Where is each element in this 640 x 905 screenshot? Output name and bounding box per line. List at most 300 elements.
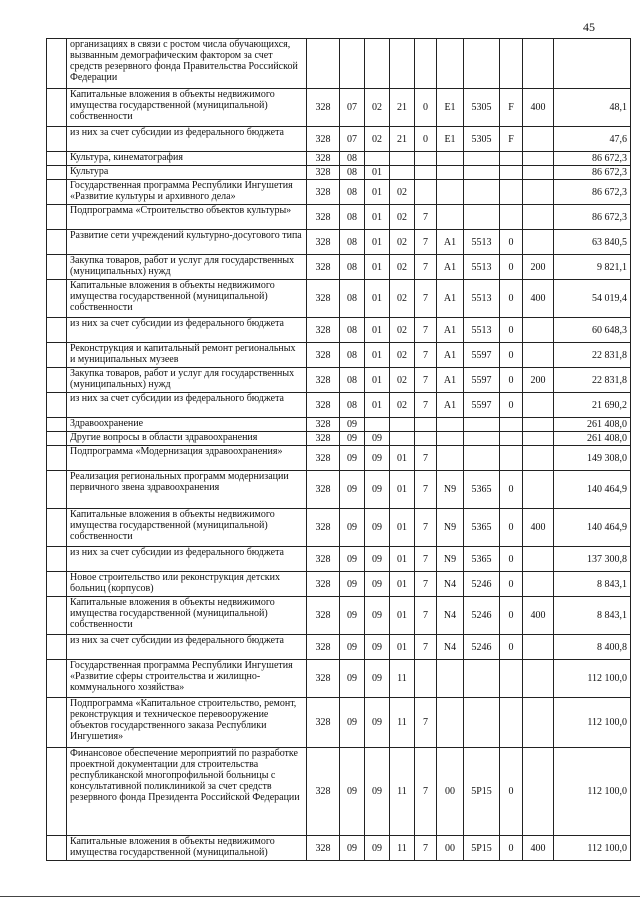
amount-cell: 8 400,8 [554,635,631,660]
program-code-cell: 21 [390,127,415,152]
measure-code-cell: N9 [437,547,464,572]
section-code-cell: 09 [340,547,365,572]
measure-code-cell [437,152,464,166]
row-number-cell [47,509,67,547]
row-number-cell [47,368,67,393]
subprogram-code-cell: 7 [415,343,437,368]
expense-type-cell: 200 [523,255,554,280]
direction-suffix-cell: 0 [500,393,523,418]
direction-code-cell [464,418,500,432]
expense-type-cell: 400 [523,89,554,127]
measure-code-cell: A1 [437,343,464,368]
department-code-cell: 328 [307,152,340,166]
department-code-cell: 328 [307,343,340,368]
department-code-cell: 328 [307,509,340,547]
direction-code-cell: 5513 [464,230,500,255]
measure-code-cell: N4 [437,597,464,635]
subsection-code-cell: 09 [365,698,390,748]
direction-code-cell: 5P15 [464,748,500,836]
measure-code-cell: E1 [437,89,464,127]
row-number-cell [47,166,67,180]
section-code-cell: 09 [340,748,365,836]
subprogram-code-cell [415,39,437,89]
amount-cell: 9 821,1 [554,255,631,280]
row-number-cell [47,418,67,432]
department-code-cell: 328 [307,635,340,660]
expense-type-cell [523,166,554,180]
table-row [47,280,631,318]
row-number-cell [47,343,67,368]
department-code-cell: 328 [307,698,340,748]
subprogram-code-cell: 0 [415,127,437,152]
direction-suffix-cell [500,446,523,471]
item-name-cell: Другие вопросы в области здравоохранения [67,432,307,446]
section-code-cell: 08 [340,205,365,230]
subsection-code-cell: 01 [365,368,390,393]
table-row [47,635,631,660]
program-code-cell: 11 [390,836,415,861]
item-name-cell: Капитальные вложения в объекты недвижимого имущества государственной (муниципальной) собственности [67,509,307,547]
expense-type-cell [523,343,554,368]
direction-code-cell: 5597 [464,343,500,368]
table-row [47,89,631,127]
department-code-cell: 328 [307,660,340,698]
program-code-cell [390,39,415,89]
program-code-cell: 02 [390,343,415,368]
direction-suffix-cell: 0 [500,509,523,547]
item-name-cell: Культура, кинематография [67,152,307,166]
section-code-cell: 07 [340,89,365,127]
item-name-cell: из них за счет субсидии из федерального бюджета [67,547,307,572]
row-number-cell [47,39,67,89]
subsection-code-cell: 09 [365,432,390,446]
expense-type-cell [523,748,554,836]
expense-type-cell [523,698,554,748]
amount-cell: 261 408,0 [554,418,631,432]
expense-type-cell [523,547,554,572]
amount-cell: 112 100,0 [554,748,631,836]
expense-type-cell: 400 [523,280,554,318]
subsection-code-cell: 09 [365,748,390,836]
section-code-cell: 08 [340,255,365,280]
expense-type-cell [523,660,554,698]
amount-cell [554,39,631,89]
direction-suffix-cell: 0 [500,368,523,393]
department-code-cell: 328 [307,471,340,509]
subsection-code-cell [365,152,390,166]
program-code-cell: 01 [390,635,415,660]
measure-code-cell [437,698,464,748]
amount-cell: 48,1 [554,89,631,127]
amount-cell: 112 100,0 [554,836,631,861]
department-code-cell: 328 [307,368,340,393]
row-number-cell [47,836,67,861]
direction-code-cell: 5305 [464,127,500,152]
expense-type-cell [523,205,554,230]
item-name-cell: из них за счет субсидии из федерального бюджета [67,127,307,152]
department-code-cell: 328 [307,572,340,597]
table-row [47,180,631,205]
direction-suffix-cell: 0 [500,280,523,318]
row-number-cell [47,230,67,255]
row-number-cell [47,446,67,471]
expense-type-cell [523,418,554,432]
direction-suffix-cell: 0 [500,597,523,635]
measure-code-cell [437,446,464,471]
direction-code-cell [464,446,500,471]
subsection-code-cell: 09 [365,836,390,861]
row-number-cell [47,572,67,597]
program-code-cell: 11 [390,660,415,698]
subprogram-code-cell: 0 [415,89,437,127]
subsection-code-cell: 01 [365,393,390,418]
row-number-cell [47,89,67,127]
subprogram-code-cell: 7 [415,471,437,509]
row-number-cell [47,748,67,836]
subprogram-code-cell: 7 [415,597,437,635]
measure-code-cell [437,660,464,698]
expense-type-cell [523,572,554,597]
expense-type-cell [523,318,554,343]
subprogram-code-cell [415,166,437,180]
program-code-cell: 21 [390,89,415,127]
budget-table [46,38,631,861]
measure-code-cell [437,39,464,89]
row-number-cell [47,127,67,152]
direction-code-cell: 5365 [464,509,500,547]
row-number-cell [47,660,67,698]
direction-code-cell: 5P15 [464,836,500,861]
table-row [47,547,631,572]
measure-code-cell: 00 [437,836,464,861]
department-code-cell: 328 [307,180,340,205]
program-code-cell: 11 [390,748,415,836]
amount-cell: 86 672,3 [554,205,631,230]
subsection-code-cell: 01 [365,255,390,280]
item-name-cell: Подпрограмма «Капитальное строительство, ремонт, реконструкция и техническое перевооружение объектов государственного заказа Республики Ингушетия» [67,698,307,748]
direction-code-cell [464,39,500,89]
table-row [47,509,631,547]
expense-type-cell [523,39,554,89]
table-row [47,343,631,368]
amount-cell: 86 672,3 [554,166,631,180]
subsection-code-cell: 09 [365,471,390,509]
direction-suffix-cell: 0 [500,748,523,836]
subsection-code-cell: 09 [365,509,390,547]
row-number-cell [47,597,67,635]
measure-code-cell [437,432,464,446]
subprogram-code-cell: 7 [415,836,437,861]
expense-type-cell: 400 [523,836,554,861]
direction-suffix-cell: 0 [500,572,523,597]
amount-cell: 137 300,8 [554,547,631,572]
amount-cell: 149 308,0 [554,446,631,471]
program-code-cell: 02 [390,205,415,230]
direction-suffix-cell: 0 [500,836,523,861]
measure-code-cell: A1 [437,318,464,343]
section-code-cell: 09 [340,446,365,471]
expense-type-cell: 400 [523,597,554,635]
subprogram-code-cell: 7 [415,547,437,572]
subprogram-code-cell: 7 [415,368,437,393]
table-row [47,205,631,230]
direction-suffix-cell: F [500,89,523,127]
section-code-cell: 08 [340,180,365,205]
page-bottom-rule [0,896,640,897]
direction-code-cell [464,180,500,205]
direction-suffix-cell [500,432,523,446]
row-number-cell [47,393,67,418]
direction-code-cell: 5365 [464,471,500,509]
measure-code-cell [437,418,464,432]
row-number-cell [47,471,67,509]
direction-code-cell [464,166,500,180]
table-row [47,572,631,597]
subprogram-code-cell: 7 [415,446,437,471]
measure-code-cell: A1 [437,393,464,418]
section-code-cell: 09 [340,597,365,635]
section-code-cell: 07 [340,127,365,152]
program-code-cell: 02 [390,368,415,393]
expense-type-cell [523,446,554,471]
subprogram-code-cell [415,432,437,446]
department-code-cell: 328 [307,166,340,180]
section-code-cell: 08 [340,152,365,166]
expense-type-cell [523,393,554,418]
department-code-cell [307,39,340,89]
subprogram-code-cell: 7 [415,509,437,547]
expense-type-cell [523,635,554,660]
expense-type-cell [523,230,554,255]
measure-code-cell: N9 [437,471,464,509]
subsection-code-cell: 01 [365,180,390,205]
measure-code-cell [437,205,464,230]
program-code-cell: 02 [390,230,415,255]
section-code-cell: 09 [340,635,365,660]
department-code-cell: 328 [307,230,340,255]
subprogram-code-cell: 7 [415,635,437,660]
section-code-cell: 08 [340,280,365,318]
amount-cell: 22 831,8 [554,368,631,393]
row-number-cell [47,255,67,280]
direction-code-cell [464,432,500,446]
measure-code-cell [437,180,464,205]
subprogram-code-cell [415,660,437,698]
table-row [47,152,631,166]
table-row [47,597,631,635]
direction-suffix-cell: 0 [500,547,523,572]
direction-suffix-cell [500,180,523,205]
department-code-cell: 328 [307,89,340,127]
section-code-cell [340,39,365,89]
section-code-cell: 09 [340,509,365,547]
row-number-cell [47,318,67,343]
row-number-cell [47,280,67,318]
subprogram-code-cell: 7 [415,280,437,318]
section-code-cell: 09 [340,698,365,748]
expense-type-cell [523,127,554,152]
direction-suffix-cell: 0 [500,635,523,660]
table-row [47,446,631,471]
subsection-code-cell: 01 [365,343,390,368]
subprogram-code-cell: 7 [415,748,437,836]
table-row [47,432,631,446]
department-code-cell: 328 [307,597,340,635]
subsection-code-cell: 02 [365,89,390,127]
item-name-cell: Закупка товаров, работ и услуг для государственных (муниципальных) нужд [67,368,307,393]
table-row [47,166,631,180]
section-code-cell: 09 [340,418,365,432]
department-code-cell: 328 [307,547,340,572]
direction-code-cell: 5513 [464,255,500,280]
subsection-code-cell: 09 [365,660,390,698]
program-code-cell: 01 [390,446,415,471]
direction-suffix-cell [500,660,523,698]
item-name-cell: из них за счет субсидии из федерального бюджета [67,635,307,660]
amount-cell: 21 690,2 [554,393,631,418]
department-code-cell: 328 [307,836,340,861]
subsection-code-cell: 02 [365,127,390,152]
direction-suffix-cell: 0 [500,471,523,509]
row-number-cell [47,635,67,660]
section-code-cell: 09 [340,471,365,509]
section-code-cell: 08 [340,166,365,180]
subprogram-code-cell [415,418,437,432]
direction-suffix-cell: 0 [500,255,523,280]
item-name-cell: Подпрограмма «Модернизация здравоохранения» [67,446,307,471]
row-number-cell [47,152,67,166]
row-number-cell [47,205,67,230]
expense-type-cell [523,432,554,446]
measure-code-cell: A1 [437,280,464,318]
section-code-cell: 08 [340,230,365,255]
expense-type-cell [523,180,554,205]
subsection-code-cell: 01 [365,318,390,343]
measure-code-cell: 00 [437,748,464,836]
table-row [47,418,631,432]
department-code-cell: 328 [307,446,340,471]
expense-type-cell: 200 [523,368,554,393]
direction-suffix-cell [500,166,523,180]
direction-suffix-cell [500,205,523,230]
subsection-code-cell: 09 [365,572,390,597]
section-code-cell: 09 [340,836,365,861]
row-number-cell [47,547,67,572]
direction-suffix-cell: 0 [500,343,523,368]
table-row [47,318,631,343]
department-code-cell: 328 [307,205,340,230]
program-code-cell: 11 [390,698,415,748]
page-number: 45 [583,20,595,34]
item-name-cell: Капитальные вложения в объекты недвижимого имущества государственной (муниципальной) собственности [67,280,307,318]
item-name-cell: Закупка товаров, работ и услуг для государственных (муниципальных) нужд [67,255,307,280]
department-code-cell: 328 [307,280,340,318]
direction-suffix-cell: 0 [500,318,523,343]
row-number-cell [47,432,67,446]
subsection-code-cell: 09 [365,446,390,471]
amount-cell: 86 672,3 [554,180,631,205]
department-code-cell: 328 [307,127,340,152]
direction-code-cell [464,698,500,748]
section-code-cell: 08 [340,343,365,368]
subsection-code-cell: 01 [365,166,390,180]
subsection-code-cell: 01 [365,280,390,318]
department-code-cell: 328 [307,255,340,280]
direction-suffix-cell [500,698,523,748]
program-code-cell: 01 [390,547,415,572]
amount-cell: 261 408,0 [554,432,631,446]
section-code-cell: 09 [340,432,365,446]
table-row [47,471,631,509]
direction-code-cell: 5246 [464,597,500,635]
department-code-cell: 328 [307,418,340,432]
amount-cell: 140 464,9 [554,509,631,547]
row-number-cell [47,698,67,748]
amount-cell: 112 100,0 [554,660,631,698]
amount-cell: 140 464,9 [554,471,631,509]
amount-cell: 60 648,3 [554,318,631,343]
section-code-cell: 09 [340,660,365,698]
subprogram-code-cell: 7 [415,572,437,597]
amount-cell: 54 019,4 [554,280,631,318]
table-row [47,836,631,861]
program-code-cell: 02 [390,280,415,318]
expense-type-cell: 400 [523,509,554,547]
measure-code-cell: E1 [437,127,464,152]
measure-code-cell [437,166,464,180]
table-row [47,393,631,418]
department-code-cell: 328 [307,748,340,836]
program-code-cell: 02 [390,393,415,418]
item-name-cell: из них за счет субсидии из федерального бюджета [67,318,307,343]
item-name-cell: Капитальные вложения в объекты недвижимого имущества государственной (муниципальной) [67,836,307,861]
subsection-code-cell: 01 [365,205,390,230]
amount-cell: 112 100,0 [554,698,631,748]
subprogram-code-cell: 7 [415,393,437,418]
expense-type-cell [523,152,554,166]
subsection-code-cell: 09 [365,597,390,635]
program-code-cell: 01 [390,471,415,509]
item-name-cell: Подпрограмма «Строительство объектов культуры» [67,205,307,230]
amount-cell: 63 840,5 [554,230,631,255]
subprogram-code-cell [415,180,437,205]
program-code-cell: 01 [390,597,415,635]
item-name-cell: организациях в связи с ростом числа обучающихся, вызванным демографическим фактором за счет средств резервного фонда Правительства Российской Федерации [67,39,307,89]
direction-suffix-cell: F [500,127,523,152]
program-code-cell [390,432,415,446]
amount-cell: 8 843,1 [554,572,631,597]
table-row [47,660,631,698]
item-name-cell: Новое строительство или реконструкция детских больниц (корпусов) [67,572,307,597]
item-name-cell: Капитальные вложения в объекты недвижимого имущества государственной (муниципальной) собственности [67,597,307,635]
direction-code-cell [464,205,500,230]
subsection-code-cell: 01 [365,230,390,255]
measure-code-cell: A1 [437,368,464,393]
direction-suffix-cell [500,39,523,89]
direction-code-cell: 5597 [464,393,500,418]
direction-code-cell: 5513 [464,280,500,318]
table-row [47,127,631,152]
table-row [47,255,631,280]
department-code-cell: 328 [307,393,340,418]
direction-code-cell [464,152,500,166]
subprogram-code-cell: 7 [415,698,437,748]
subsection-code-cell [365,39,390,89]
direction-code-cell [464,660,500,698]
measure-code-cell: N9 [437,509,464,547]
table-row [47,230,631,255]
item-name-cell: Реконструкция и капитальный ремонт региональных и муниципальных музеев [67,343,307,368]
